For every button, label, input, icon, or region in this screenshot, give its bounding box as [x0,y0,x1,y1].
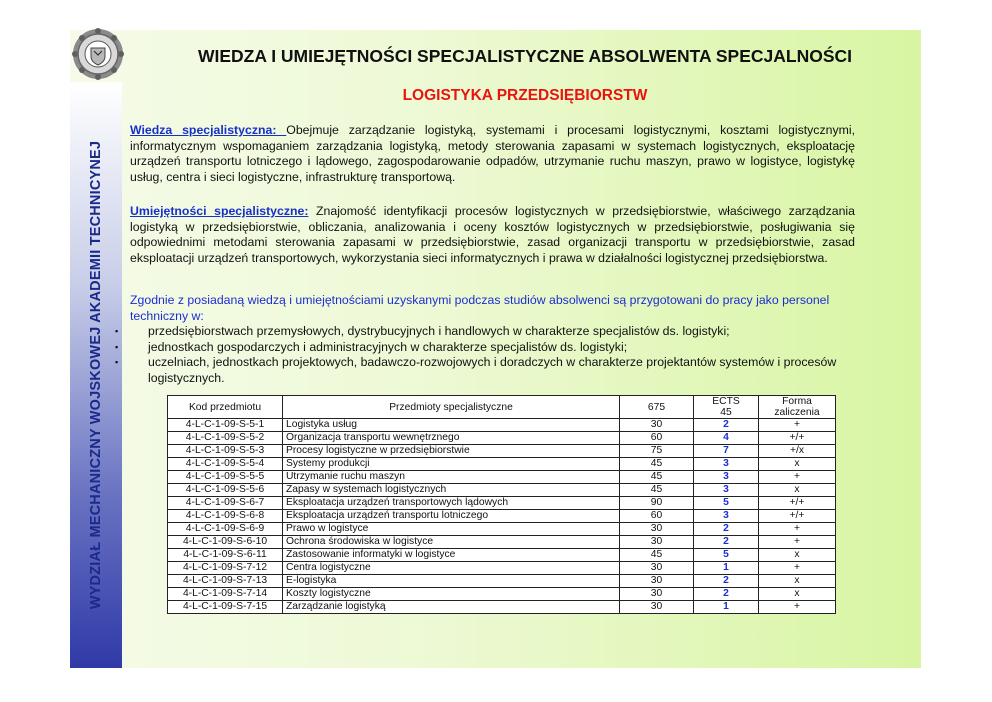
table-row [168,601,836,614]
cell-code: 4-L-C-1-09-S-6-11 [168,549,283,562]
knowledge-text: Obejmuje zarządzanie logistyką, systemami i procesami logistycznymi, kosztami logistycznymi, informatycznym wspomaganiem zarządzania logistyką, metody sterowania zapasami w systemach logistycznych, eksploatację urządzeń transportu lotniczego i lądowego, zagospodarowanie odpadów, utrzymanie ruchu maszyn, prawo w logistyce, logistykę usług, centra i sieci logistyczne, infrastrukturę transportową. [130,123,855,184]
table-row [168,510,836,523]
cell-name: Koszty logistyczne [283,588,620,601]
cell-ects: 2 [694,523,759,536]
cell-name: Eksploatacja urządzeń transportowych lądowych [283,497,620,510]
header-code: Kod przedmiotu [168,396,283,419]
cell-code: 4-L-C-1-09-S-6-7 [168,497,283,510]
page-title: WIEDZA I UMIEJĘTNOŚCI SPECJALISTYCZNE ABSOLWENTA SPECJALNOŚCI [197,46,853,66]
cell-form: +/+ [759,432,836,445]
cell-form: + [759,419,836,432]
header-name: Przedmioty specjalistyczne [283,396,620,419]
cell-code: 4-L-C-1-09-S-6-8 [168,510,283,523]
table-row [168,562,836,575]
cell-hours: 30 [620,419,694,432]
cell-code: 4-L-C-1-09-S-5-6 [168,484,283,497]
cell-hours: 90 [620,497,694,510]
cell-name: Logistyka usług [283,419,620,432]
cell-code: 4-L-C-1-09-S-5-1 [168,419,283,432]
subjects-table [167,395,836,614]
table-row [168,458,836,471]
cell-hours: 30 [620,523,694,536]
cell-name: Systemy produkcji [283,458,620,471]
table-row [168,484,836,497]
cell-name: Utrzymanie ruchu maszyn [283,471,620,484]
cell-code: 4-L-C-1-09-S-5-4 [168,458,283,471]
cell-code: 4-L-C-1-09-S-7-12 [168,562,283,575]
list-item: ▪ uczelniach, jednostkach projektowych, badawczo-rozwojowych i doradczych w charakterze projektantów systemów i procesów logistycznych. [115,355,875,386]
knowledge-label: Wiedza specjalistyczna: [130,123,287,137]
cell-hours: 60 [620,510,694,523]
header-ects-line1: ECTS [712,396,740,407]
cell-code: 4-L-C-1-09-S-6-9 [168,523,283,536]
cell-name: E-logistyka [283,575,620,588]
cell-form: + [759,562,836,575]
cell-hours: 75 [620,445,694,458]
cell-ects: 2 [694,575,759,588]
cell-form: + [759,536,836,549]
cell-code: 4-L-C-1-09-S-7-13 [168,575,283,588]
header-form [759,396,836,419]
cell-name: Prawo w logistyce [283,523,620,536]
cell-name: Eksploatacja urządzeń transportu lotniczego [283,510,620,523]
cell-ects: 2 [694,419,759,432]
cell-hours: 45 [620,471,694,484]
cell-name: Ochrona środowiska w logistyce [283,536,620,549]
cell-ects: 4 [694,432,759,445]
university-seal-icon [72,28,124,80]
skills-text: Znajomość identyfikacji procesów logistycznych w przedsiębiorstwie, właściwego zarządzania logistyką w przedsiębiorstwie, obliczania, analizowania i oceny kosztów logistycznych w przedsiębiorstwie, posługiwania się odpowiednimi metodami sterowania zapasami w przedsiębiorstwie, zasad organizacji transportu w przedsiębiorstwie, zasad eksploatacji urządzeń transportowych, wykorzystania sieci informatycznych i prawa w działalności logistycznej przedsiębiorstwa. [130,204,855,265]
table-row [168,471,836,484]
cell-form: + [759,471,836,484]
cell-ects: 2 [694,588,759,601]
cell-code: 4-L-C-1-09-S-5-2 [168,432,283,445]
page-subtitle: LOGISTYKA PRZEDSIĘBIORSTW [402,87,648,104]
table-row [168,523,836,536]
cell-form: + [759,601,836,614]
table-row [168,536,836,549]
cell-name: Zastosowanie informatyki w logistyce [283,549,620,562]
table-body [168,419,836,614]
cell-form: +/+ [759,497,836,510]
knowledge-paragraph [130,123,855,185]
cell-ects: 5 [694,497,759,510]
header-form-line1: Forma [782,396,812,407]
list-item: ▪ jednostkach gospodarczych i administracyjnych w charakterze specjalistów ds. logistyki; [115,340,875,356]
table-row [168,497,836,510]
cell-hours: 60 [620,432,694,445]
careers-list [115,324,875,386]
cell-code: 4-L-C-1-09-S-7-14 [168,588,283,601]
cell-ects: 3 [694,510,759,523]
cell-hours: 30 [620,575,694,588]
cell-hours: 45 [620,458,694,471]
cell-ects: 1 [694,562,759,575]
table-row [168,575,836,588]
table-row [168,549,836,562]
cell-form: +/x [759,445,836,458]
cell-hours: 30 [620,536,694,549]
cell-code: 4-L-C-1-09-S-7-15 [168,601,283,614]
cell-form: +/+ [759,510,836,523]
cell-name: Centra logistyczne [283,562,620,575]
sidebar-text: WYDZIAŁ MECHANICZNY WOJSKOWEJ AKADEMII TECHNICYNEJ [88,140,104,610]
cell-ects: 1 [694,601,759,614]
cell-ects: 2 [694,536,759,549]
cell-hours: 30 [620,562,694,575]
cell-name: Zapasy w systemach logistycznych [283,484,620,497]
cell-ects: 3 [694,471,759,484]
table-header-row [168,396,836,419]
skills-label: Umiejętności specjalistyczne: [130,204,309,218]
skills-paragraph [130,204,855,266]
careers-intro: Zgodnie z posiadaną wiedzą i umiejętnościami uzyskanymi podczas studiów absolwenci są przygotowani do pracy jako personel techniczny w: [130,293,830,323]
table-row [168,419,836,432]
cell-form: x [759,575,836,588]
cell-ects: 3 [694,458,759,471]
table-row [168,432,836,445]
header-ects-line2: 45 [720,407,732,418]
cell-form: x [759,458,836,471]
cell-name: Organizacja transportu wewnętrznego [283,432,620,445]
cell-ects: 5 [694,549,759,562]
cell-code: 4-L-C-1-09-S-5-3 [168,445,283,458]
cell-form: x [759,484,836,497]
cell-ects: 3 [694,484,759,497]
table-row [168,445,836,458]
list-item: ▪ przedsiębiorstwach przemysłowych, dystrybucyjnych i handlowych w charakterze specjalistów ds. logistyki; [115,324,875,340]
cell-ects: 7 [694,445,759,458]
cell-form: + [759,523,836,536]
cell-name: Procesy logistyczne w przedsiębiorstwie [283,445,620,458]
cell-hours: 45 [620,549,694,562]
table-row [168,588,836,601]
cell-form: x [759,588,836,601]
cell-hours: 30 [620,588,694,601]
header-hours: 675 [620,396,694,419]
header-ects [694,396,759,419]
cell-hours: 30 [620,601,694,614]
header-form-line2: zaliczenia [774,407,820,418]
cell-code: 4-L-C-1-09-S-5-5 [168,471,283,484]
cell-form: x [759,549,836,562]
cell-name: Zarządzanie logistyką [283,601,620,614]
cell-hours: 45 [620,484,694,497]
cell-code: 4-L-C-1-09-S-6-10 [168,536,283,549]
